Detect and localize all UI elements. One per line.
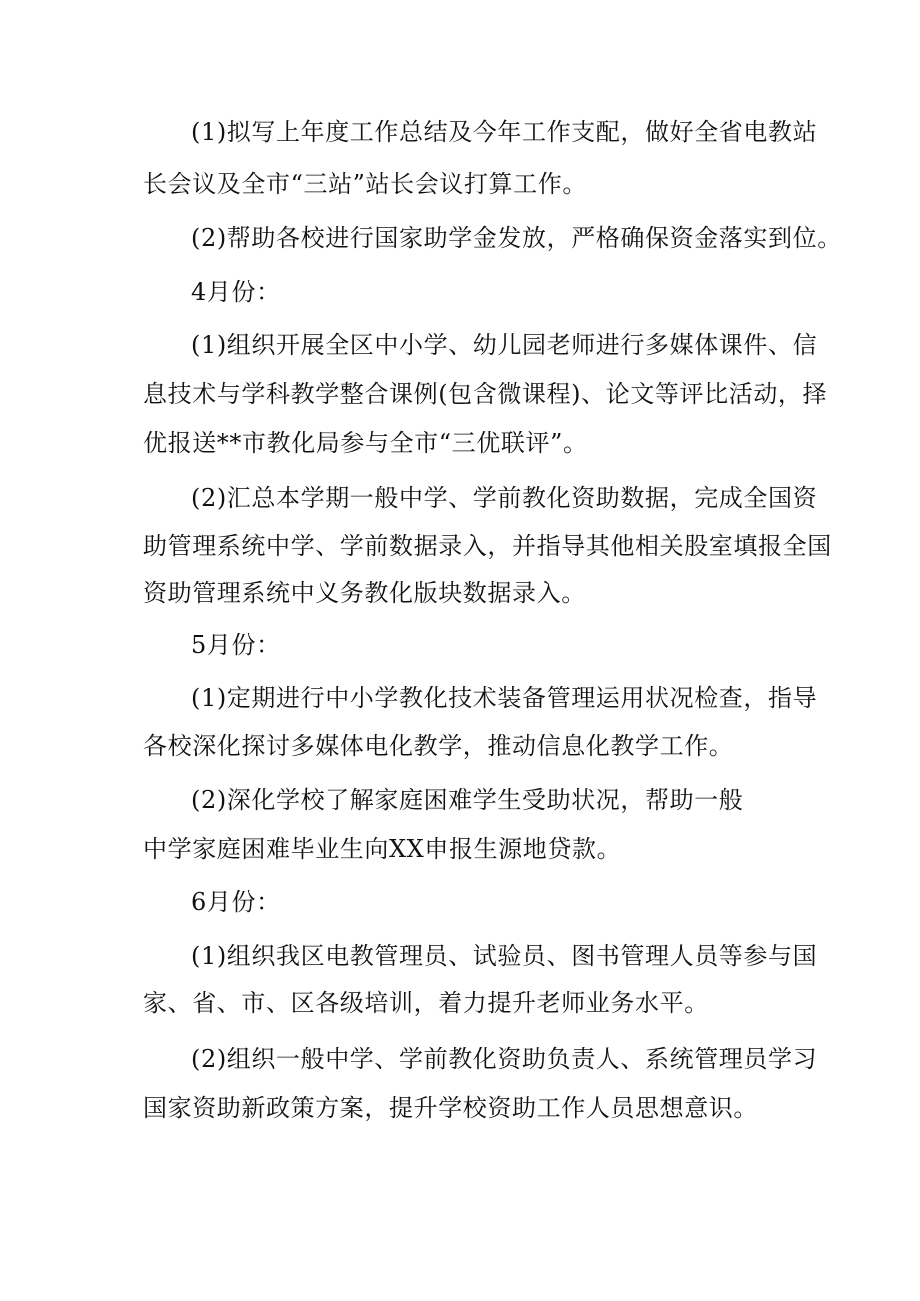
paragraph-line: 息技术与学科教学整合课例(包含微课程)、论文等评比活动，择 [143,380,828,408]
paragraph-line: 中学家庭困难毕业生向XX申报生源地贷款。 [143,835,622,863]
paragraph-line: (1)组织开展全区中小学、幼儿园老师进行多媒体课件、信 [191,331,818,359]
paragraph-line: 资助管理系统中义务教化版块数据录入。 [143,579,586,607]
section-heading: 6月份： [191,888,281,916]
section-heading: 5月份： [191,631,281,659]
paragraph-line: 助管理系统中学、学前数据录入，并指导其他相关股室填报全国 [143,532,832,560]
paragraph-line: 长会议及全市“三站”站长会议打算工作。 [143,170,587,198]
paragraph-line: 各校深化探讨多媒体电化教学，推动信息化教学工作。 [143,732,734,760]
paragraph-line: (1)定期进行中小学教化技术装备管理运用状况检查，指导 [191,684,818,712]
paragraph-line: 家、省、市、区各级培训，着力提升老师业务水平。 [143,989,709,1017]
section-heading: 4月份： [191,278,281,306]
paragraph-line: (2)汇总本学期一般中学、学前教化资助数据，完成全国资 [191,484,818,512]
paragraph-line: (1)拟写上年度工作总结及今年工作支配，做好全省电教站 [191,118,818,146]
paragraph-line: (2)深化学校了解家庭困难学生受助状况，帮助一般 [191,786,744,814]
paragraph-line: (2)组织一般中学、学前教化资助负责人、系统管理员学习 [191,1045,818,1073]
paragraph-line: (2)帮助各校进行国家助学金发放，严格确保资金落实到位。 [191,224,842,252]
paragraph-line: (1)组织我区电教管理员、试验员、图书管理人员等参与国 [191,942,818,970]
paragraph-line: 优报送**市教化局参与全市“三优联评”。 [143,429,588,457]
paragraph-line: 国家资助新政策方案，提升学校资助工作人员思想意识。 [143,1094,758,1122]
